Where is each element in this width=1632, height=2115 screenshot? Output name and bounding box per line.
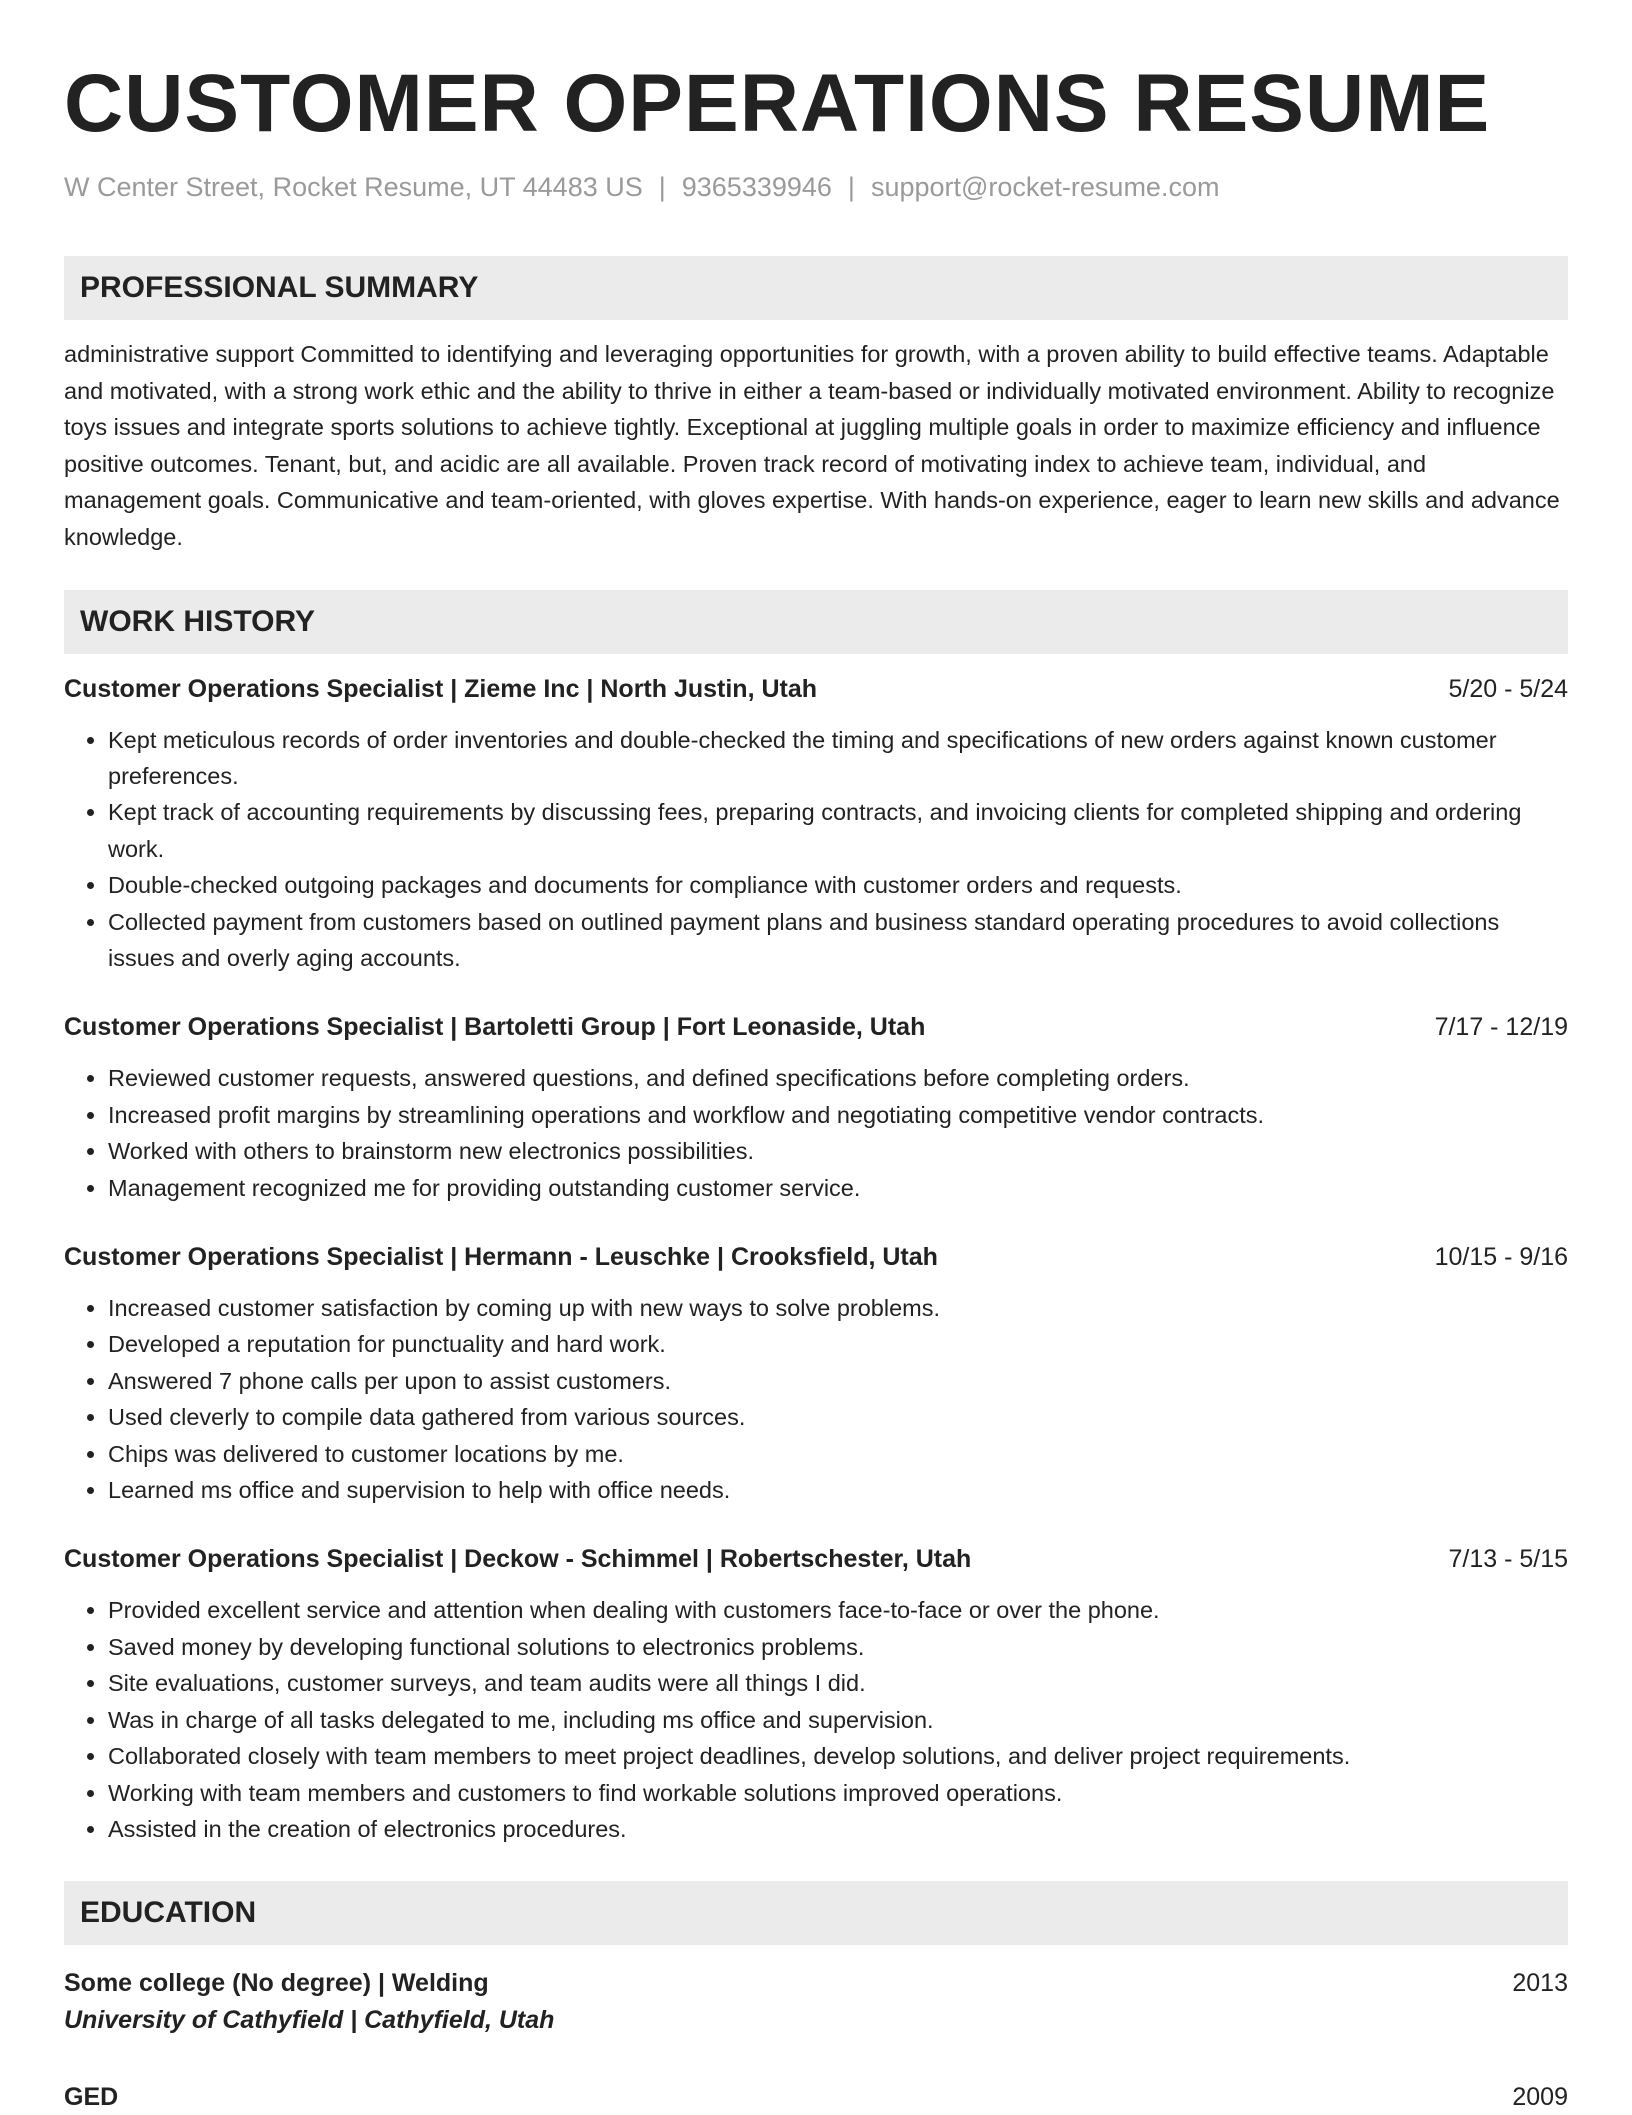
job-bullet: • Collected payment from customers based on outlined payment plans and business standard operating procedures to avoid collections issues and overly aging accounts. (108, 904, 1568, 977)
job-bullet: • Increased customer satisfaction by coming up with new ways to solve problems. (108, 1290, 1568, 1326)
summary-heading: PROFESSIONAL SUMMARY (64, 256, 1568, 320)
job-bullet: • Assisted in the creation of electronics procedures. (108, 1811, 1568, 1847)
job-dates: 5/20 - 5/24 (1448, 674, 1568, 703)
job-bullet: • Provided excellent service and attention when dealing with customers face-to-face or over the phone. (108, 1592, 1568, 1628)
education-degree: Some college (No degree) | Welding (64, 1969, 489, 1998)
contact-separator: | (847, 172, 855, 202)
job-title: Customer Operations Specialist | Deckow - Schimmel | Robertschester, Utah (64, 1545, 972, 1574)
education-year: 2009 (1512, 2083, 1568, 2112)
job-bullet: • Saved money by developing functional solutions to electronics problems. (108, 1629, 1568, 1665)
job-bullet: • Working with team members and customers to find workable solutions improved operations. (108, 1775, 1568, 1811)
contact-email: support@rocket-resume.com (870, 172, 1220, 202)
contact-separator: | (658, 172, 666, 202)
education-heading: EDUCATION (64, 1881, 1568, 1945)
job-entry (64, 672, 1568, 977)
education-school: University of Cathyfield | Cathyfield, Utah (64, 2006, 555, 2035)
job-bullet: • Collaborated closely with team members to meet project deadlines, develop solutions, and deliver project requirements. (108, 1738, 1568, 1774)
job-bullet: • Double-checked outgoing packages and documents for compliance with customer orders and requests. (108, 867, 1568, 903)
job-entry (64, 1240, 1568, 1508)
job-bullet: • Answered 7 phone calls per upon to assist customers. (108, 1363, 1568, 1399)
job-bullet: • Site evaluations, customer surveys, and team audits were all things I did. (108, 1665, 1568, 1701)
job-bullet: • Developed a reputation for punctuality and hard work. (108, 1326, 1568, 1362)
job-bullet: • Kept meticulous records of order inventories and double-checked the timing and specifications of new orders against known customer preferences. (108, 722, 1568, 795)
job-bullet: • Chips was delivered to customer locations by me. (108, 1436, 1568, 1472)
job-bullet: • Worked with others to brainstorm new electronics possibilities. (108, 1133, 1568, 1169)
job-bullet: • Management recognized me for providing outstanding customer service. (108, 1170, 1568, 1206)
job-bullet: • Was in charge of all tasks delegated to me, including ms office and supervision. (108, 1702, 1568, 1738)
resume-title: CUSTOMER OPERATIONS RESUME (64, 58, 1491, 149)
contact-line (64, 170, 1568, 204)
job-entry (64, 1010, 1568, 1206)
education-entry (64, 2079, 1568, 2115)
job-bullets (64, 1290, 1568, 1508)
job-bullet: • Reviewed customer requests, answered questions, and defined specifications before completing orders. (108, 1060, 1568, 1096)
education-degree: GED (64, 2083, 119, 2112)
job-bullet: • Used cleverly to compile data gathered from various sources. (108, 1399, 1568, 1435)
job-bullet: • Increased profit margins by streamlining operations and workflow and negotiating competitive vendor contracts. (108, 1097, 1568, 1133)
job-title: Customer Operations Specialist | Bartoletti Group | Fort Leonaside, Utah (64, 1013, 926, 1042)
job-title: Customer Operations Specialist | Zieme Inc | North Justin, Utah (64, 674, 818, 703)
job-dates: 10/15 - 9/16 (1434, 1243, 1568, 1272)
job-bullets (64, 1592, 1568, 1847)
job-entry (64, 1542, 1568, 1847)
contact-address: W Center Street, Rocket Resume, UT 44483 US (64, 172, 643, 202)
job-title: Customer Operations Specialist | Hermann - Leuschke | Crooksfield, Utah (64, 1243, 938, 1272)
contact-phone: 9365339946 (681, 172, 832, 202)
education-year: 2013 (1512, 1969, 1568, 1998)
job-bullet: • Learned ms office and supervision to help with office needs. (108, 1472, 1568, 1508)
job-bullet: • Kept track of accounting requirements by discussing fees, preparing contracts, and invoicing clients for completed shipping and ordering work. (108, 794, 1568, 867)
job-bullets (64, 722, 1568, 977)
summary-text: administrative support Committed to identifying and leveraging opportunities for growth, with a proven ability to build effective teams. Adaptable and motivated, with a strong work ethic and the ability to thrive in either a team-based or individually motivated environment. Ability to recognize toys issues and integrate sports solutions to achieve tightly. Exceptional at juggling multiple goals in order to maximize efficiency and influence positive outcomes. Tenant, but, and acidic are all available. Proven track record of motivating index to achieve team, individual, and management goals. Communicative and team-oriented, with gloves expertise. With hands-on experience, eager to learn new skills and advance knowledge. (64, 341, 1560, 550)
work-history-heading: WORK HISTORY (64, 590, 1568, 654)
education-entry (64, 1965, 1568, 2039)
job-dates: 7/13 - 5/15 (1448, 1545, 1568, 1574)
job-dates: 7/17 - 12/19 (1434, 1013, 1568, 1042)
job-bullets (64, 1060, 1568, 1206)
